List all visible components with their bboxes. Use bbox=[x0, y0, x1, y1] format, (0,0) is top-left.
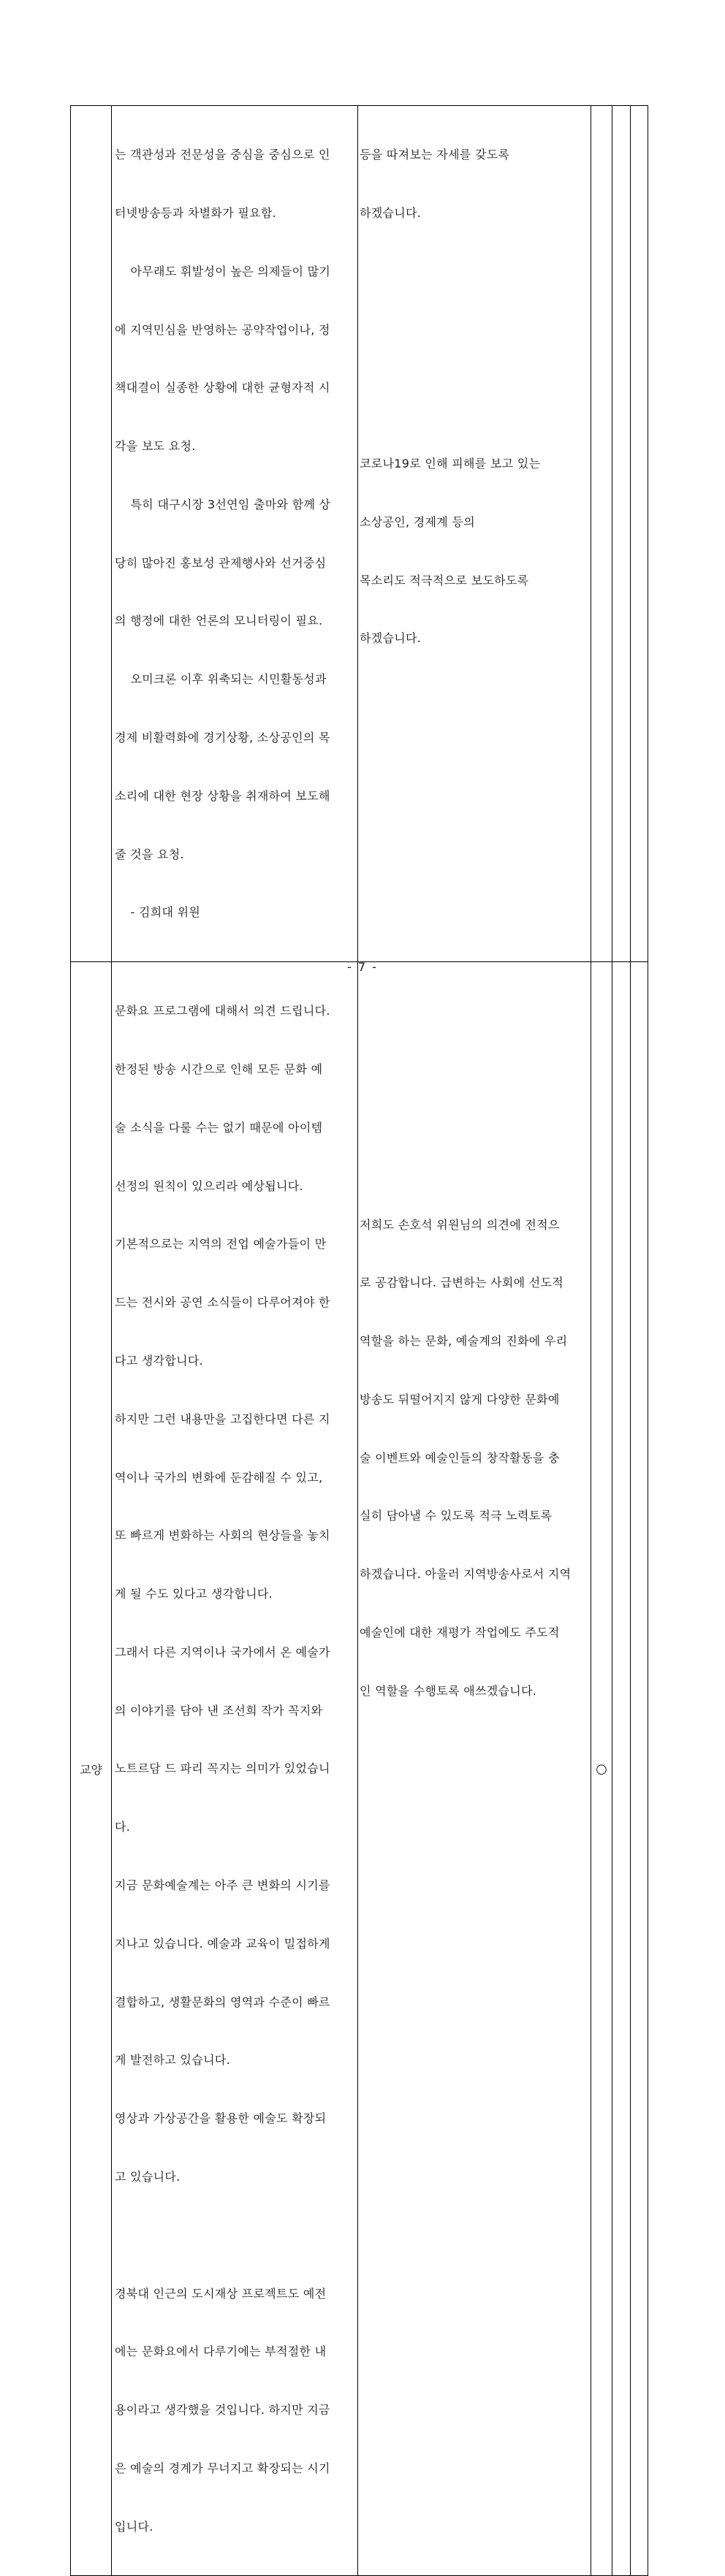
text-line: 의 이야기를 담아 낸 조선희 작가 꼭지와 bbox=[115, 1703, 323, 1718]
mark-cell-1: ○ bbox=[591, 962, 612, 2576]
table-row bbox=[71, 962, 648, 2576]
text-line: 하겠습니다. bbox=[360, 631, 422, 646]
table-row bbox=[71, 106, 648, 962]
text-line: 노트르담 드 파리 꼭지는 의미가 있었습니 bbox=[115, 1761, 330, 1776]
text-line: 예술인에 대한 재평가 작업에도 주도적 bbox=[360, 1625, 560, 1639]
text-line: 실히 담아낼 수 있도록 적극 노력토록 bbox=[360, 1509, 553, 1523]
text-line: 코로나19로 인해 피해를 보고 있는 bbox=[360, 456, 541, 470]
text-line: 경제 비활력화에 경기상황, 소상공인의 목 bbox=[115, 731, 330, 744]
text-line: 경북대 인근의 도시재상 프로젝트도 예전 bbox=[115, 2286, 327, 2301]
text-line: 그래서 다른 지역이나 국가에서 온 예술가 bbox=[115, 1645, 330, 1659]
text-line: 영상과 가상공간을 활용한 예술도 확장되 bbox=[115, 2111, 327, 2126]
text-line: 인 역할을 수행토록 애쓰겠습니다. bbox=[360, 1683, 537, 1698]
answer-text bbox=[358, 962, 591, 1739]
text-line: 오미크론 이후 위축되는 시민활동성과 bbox=[115, 672, 327, 687]
request-text bbox=[112, 962, 357, 2575]
text-line: 등을 따져보는 자세를 갖도록 bbox=[360, 148, 510, 162]
text-line: 결합하고, 생활문화의 영역과 수준이 빠르 bbox=[115, 1994, 330, 2009]
text-line: 다고 생각합니다. bbox=[115, 1354, 204, 1368]
text-line: 당히 많아진 홍보성 관제행사와 선거중심 bbox=[115, 555, 327, 570]
text-line: 문화요 프로그램에 대해서 의견 드립니다. bbox=[115, 1004, 330, 1018]
text-line: 특히 대구시장 3선연임 출마와 함께 상 bbox=[115, 497, 331, 511]
text-line: 에 지역민심을 반영하는 공약작업이나, 정 bbox=[115, 322, 330, 337]
text-line: 역할을 하는 문화, 예술계의 진화에 우리 bbox=[360, 1334, 568, 1349]
text-line: 하겠습니다. bbox=[360, 205, 422, 220]
text-line: 한정된 방송 시간으로 인해 모든 문화 예 bbox=[115, 1062, 323, 1077]
text-line bbox=[115, 2226, 354, 2246]
text-line: 에는 문화요에서 다루기에는 부적절한 내 bbox=[115, 2344, 327, 2359]
category-cell bbox=[71, 106, 112, 962]
request-cell bbox=[112, 106, 358, 962]
text-line: 소상공인, 경제계 등의 bbox=[360, 514, 475, 529]
text-line: 또 빠르게 변화하는 사회의 현상들을 놓치 bbox=[115, 1528, 330, 1543]
text-line: 고 있습니다. bbox=[115, 2169, 181, 2184]
text-line: 아무래도 휘발성이 높은 의제들이 많기 bbox=[115, 264, 331, 278]
page-number: - 7 - bbox=[347, 960, 378, 974]
text-line: 은 예술의 경계가 무너지고 확장되는 시기 bbox=[115, 2461, 330, 2475]
text-line: 선정의 원칙이 있으리라 예상됩니다. bbox=[115, 1178, 303, 1193]
answer-cell bbox=[358, 962, 591, 2576]
text-line: 는 객관성과 전문성을 중심을 중심으로 인 bbox=[115, 148, 330, 162]
text-line: 목소리도 적극적으로 보도하도록 bbox=[360, 573, 529, 587]
text-line: 게 발전하고 있습니다. bbox=[115, 2053, 230, 2068]
mark-cell-1 bbox=[591, 106, 612, 962]
text-line: 줄 것을 요청. bbox=[115, 847, 184, 861]
feedback-table bbox=[70, 105, 648, 2576]
text-line: 다. bbox=[115, 1820, 131, 1834]
text-line: 드는 전시와 공연 소식들이 다루어져야 한 bbox=[115, 1295, 330, 1310]
request-text bbox=[112, 106, 357, 961]
answer-cell bbox=[358, 106, 591, 962]
text-line: 소리에 대한 현장 상황을 취재하여 보도해 bbox=[115, 788, 330, 803]
text-line: 터넷방송등과 차별화가 필요함. bbox=[115, 205, 276, 220]
text-line: 방송도 뒤떨어지지 않게 다양한 문화예 bbox=[360, 1392, 560, 1406]
text-line: 지나고 있습니다. 예술과 교육이 밀접하게 bbox=[115, 1936, 330, 1951]
text-line: 게 될 수도 있다고 생각합니다. bbox=[115, 1587, 273, 1601]
mark-cell-2 bbox=[612, 962, 631, 2576]
category-cell: 교양 bbox=[71, 962, 112, 2576]
text-line: 하겠습니다. 아울러 지역방송사로서 지역 bbox=[360, 1567, 572, 1582]
text-line: 술 이벤트와 예술인들의 창작활동을 충 bbox=[360, 1450, 560, 1465]
text-line: 각을 보도 요청. bbox=[115, 439, 196, 454]
text-line: 책대결이 실종한 상황에 대한 균형자적 시 bbox=[115, 381, 330, 395]
request-cell bbox=[112, 962, 358, 2576]
text-line: 입니다. bbox=[115, 2519, 153, 2534]
text-line: 기본적으로는 지역의 전업 예술가들이 만 bbox=[115, 1237, 327, 1251]
text-line: 역이나 국가의 변화에 둔감해질 수 있고, bbox=[115, 1470, 323, 1485]
mark-cell-3 bbox=[631, 962, 648, 2576]
text-line: 로 공감합니다. 급변하는 사회에 선도적 bbox=[360, 1276, 564, 1290]
text-line: 술 소식을 다룰 수는 없기 때문에 아이템 bbox=[115, 1120, 323, 1135]
mark-cell-2 bbox=[612, 106, 631, 962]
text-line: 의 행정에 대한 언론의 모니터링이 필요. bbox=[115, 614, 323, 628]
answer-text bbox=[358, 106, 591, 687]
text-line: 하지만 그런 내용만을 고집한다면 다른 지 bbox=[115, 1411, 330, 1426]
text-line: 지금 문화예술계는 아주 큰 변화의 시기를 bbox=[115, 1878, 330, 1893]
text-line: - 김희대 위원 bbox=[115, 905, 201, 920]
text-line: 저희도 손호석 위원님의 의견에 전적으 bbox=[360, 1217, 560, 1232]
text-line: 용이라고 생각했을 것입니다. 하지만 지금 bbox=[115, 2403, 330, 2417]
mark-cell-3 bbox=[631, 106, 648, 962]
